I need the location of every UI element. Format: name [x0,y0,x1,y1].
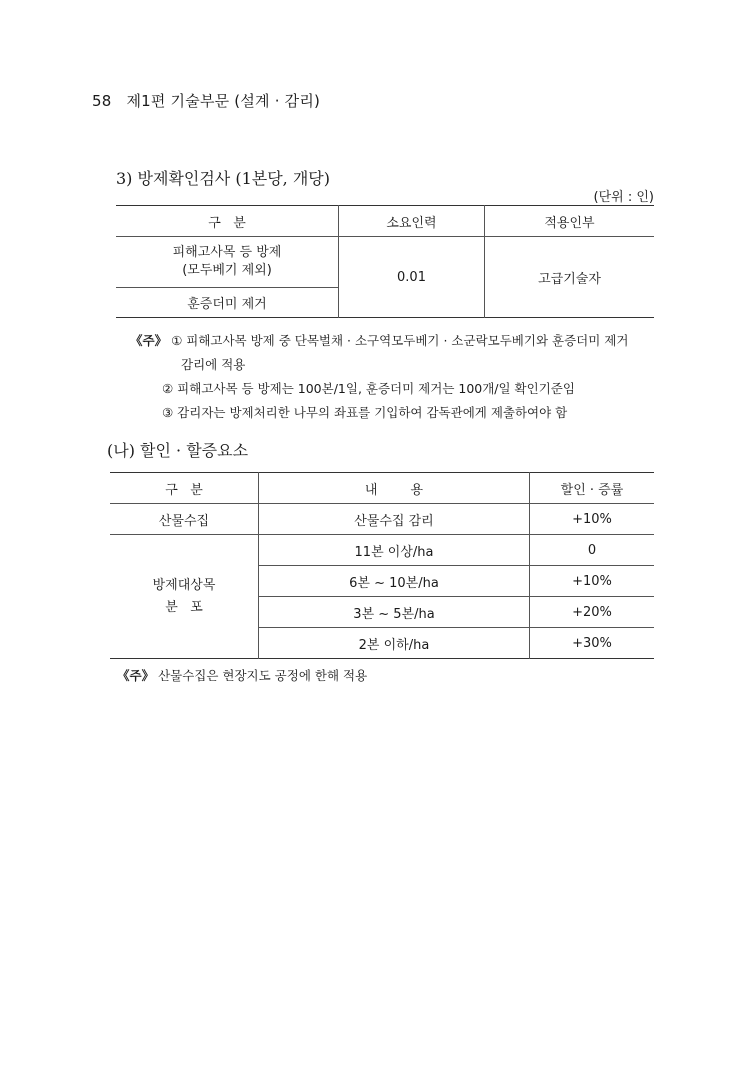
group-category-line2: 분 포 [165,599,203,615]
page-number: 58 [92,92,112,110]
row-content: 2본 이하/ha [259,628,530,659]
note-prefix: 《주》 [130,333,168,348]
row-rate: +10% [530,566,655,597]
note-prefix: 《주》 [117,668,155,683]
manpower-value: 0.01 [339,237,485,318]
row-label-control-line2: (모두베기 제외) [182,263,272,278]
row-label-control [116,237,339,288]
col-header-content: 내 용 [259,473,530,504]
row-content: 6본 ~ 10본/ha [259,566,530,597]
page-header [92,90,320,111]
unit-label: (단위 : 인) [593,190,654,205]
note-3: ③ 감리자는 방제처리한 나무의 좌표를 기입하여 감독관에게 제출하여야 함 [162,405,568,420]
inspection-table [116,205,654,318]
row-rate: +10% [530,504,655,535]
note-1: 《주》 ① 피해고사목 방제 중 단목벌채 · 소구역모두베기 · 소군락모두베기와 훈증더미 제거 [130,333,629,348]
row-rate: +20% [530,597,655,628]
col-header-worker: 적용인부 [485,206,655,237]
row-rate: +30% [530,628,655,659]
group-category-line1: 방제대상목 [152,577,216,593]
row-content: 산물수집 감리 [259,504,530,535]
table-row [110,504,654,535]
col-header-manpower: 소요인력 [339,206,485,237]
row-label-control-line1: 피해고사목 등 방제 [172,245,282,260]
row-category: 산물수집 [110,504,259,535]
table-row [110,535,654,566]
group-category [110,535,259,659]
worker-value: 고급기술자 [485,237,655,318]
notes-block [130,329,660,425]
row-content: 3본 ~ 5본/ha [259,597,530,628]
page-title: 제1편 기술부문 (설계 · 감리) [126,92,321,110]
row-rate: 0 [530,535,655,566]
discount-table [110,472,654,659]
section-na-heading: (나) 할인 · 할증요소 [107,441,249,460]
col-header-rate: 할인 · 증률 [530,473,655,504]
section3-heading: 3) 방제확인검사 (1본당, 개당) [116,169,330,188]
note-2: ② 피해고사목 등 방제는 100본/1일, 훈증더미 제거는 100개/일 확인기준임 [162,381,575,396]
discount-note: 《주》 산물수집은 현장지도 공정에 한해 적용 [117,668,368,683]
col-header-category: 구 분 [116,206,339,237]
row-content: 11본 이상/ha [259,535,530,566]
note-1-cont: 감리에 적용 [181,357,246,372]
row-label-fumigation: 훈증더미 제거 [187,297,267,312]
col-header-category: 구 분 [110,473,259,504]
